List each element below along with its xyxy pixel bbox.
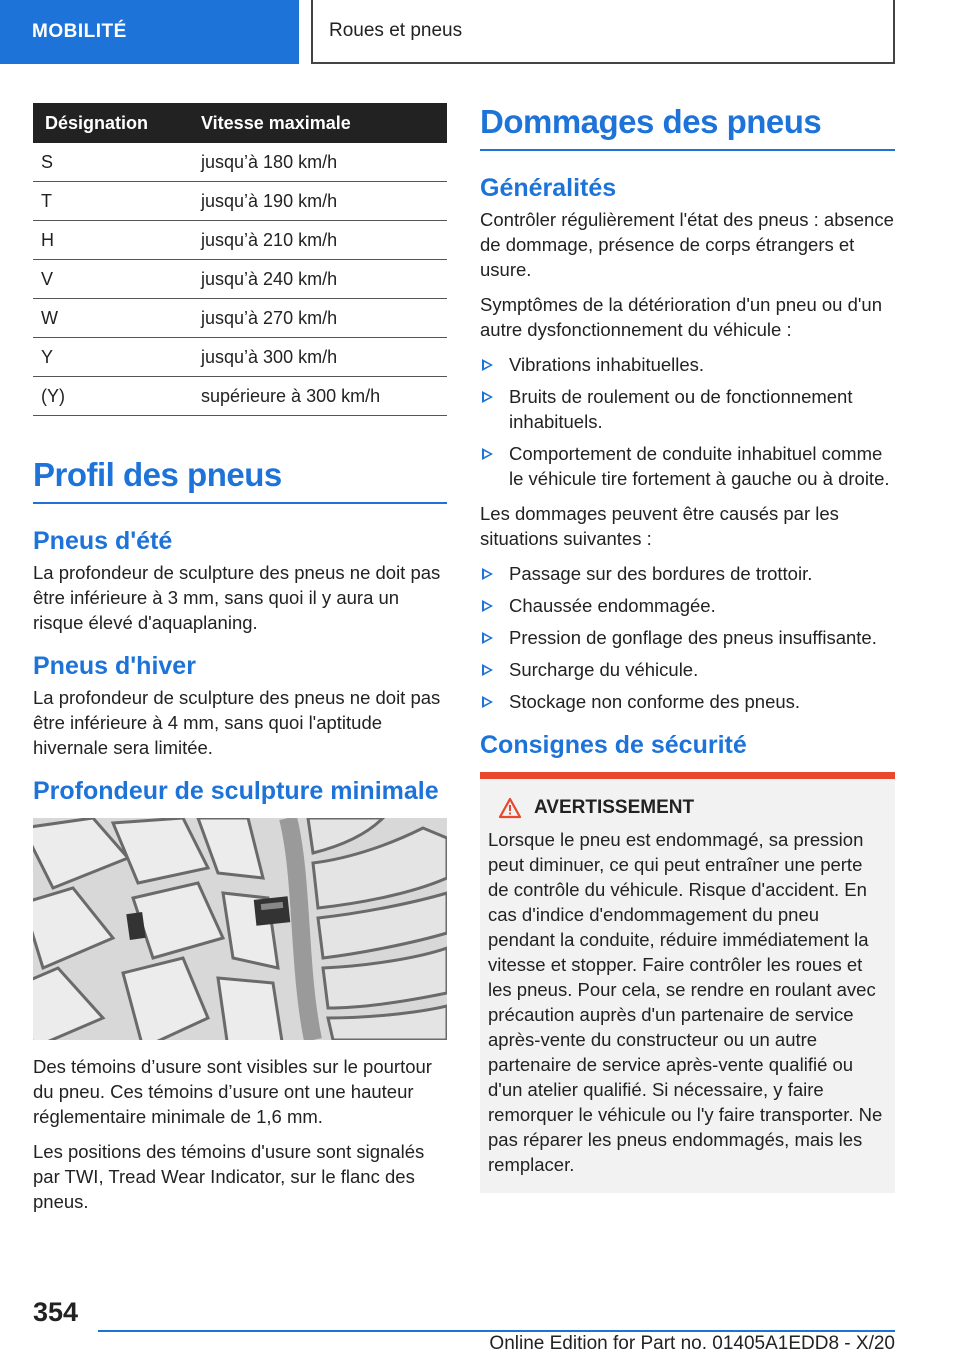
topic-title: Roues et pneus xyxy=(329,20,463,41)
subheading-safety-instructions: Consignes de sécurité xyxy=(480,731,747,759)
warning-header xyxy=(498,797,887,819)
list-item xyxy=(480,384,895,434)
subheading-general: Généralités xyxy=(480,174,617,202)
bullet-triangle-icon xyxy=(482,448,493,460)
list-item xyxy=(480,352,895,377)
section-heading-tire-damage: Dommages des pneus xyxy=(480,103,895,151)
general-text-1: Contrôler régulièrement l'état des pneus : absence de dommage, présence de corps étrangers et usure. xyxy=(480,209,894,280)
section-title: MOBILITÉ xyxy=(32,21,127,42)
list-item-text: Passage sur des bordures de trottoir. xyxy=(509,563,813,584)
list-item-text: Comportement de conduite inhabituel comme le véhicule tire fortement à gauche ou à droite. xyxy=(509,443,890,489)
warning-title: AVERTISSEMENT xyxy=(534,797,695,818)
tread-wear-indicator-text-2: Les positions des témoins d'usure sont signalés par TWI, Tread Wear Indicator, sur le flanc des pneus. xyxy=(33,1141,425,1212)
speed-cell: jusqu’à 270 km/h xyxy=(201,299,447,338)
tread-wear-indicator-text-1: Des témoins d’usure sont visibles sur le pourtour du pneu. Ces témoins d’usure ont une hauteur réglementaire minimale de 1,6 mm. xyxy=(33,1056,432,1127)
general-text-2: Symptômes de la détérioration d'un pneu ou d'un autre dysfonctionnement du véhicule : xyxy=(480,294,882,340)
table-row xyxy=(33,338,447,377)
bullet-triangle-icon xyxy=(482,568,493,580)
bullet-triangle-icon xyxy=(482,632,493,644)
table-row xyxy=(33,221,447,260)
speed-cell: jusqu’à 180 km/h xyxy=(201,143,447,182)
bullet-triangle-icon xyxy=(482,391,493,403)
footer-edition-text: Online Edition for Part no. 01405A1EDD8 - X/20 xyxy=(489,1333,895,1354)
winter-tires-text: La profondeur de sculpture des pneus ne doit pas être inférieure à 4 mm, sans quoi l'aptitude hivernale sera limitée. xyxy=(33,687,441,758)
list-item xyxy=(480,657,895,682)
speed-cell: jusqu’à 300 km/h xyxy=(201,338,447,377)
speed-cell: jusqu’à 240 km/h xyxy=(201,260,447,299)
list-item-text: Chaussée endommagée. xyxy=(509,595,716,616)
tire-tread-wear-indicator-illustration xyxy=(33,818,447,1040)
section-heading-tire-profile: Profil des pneus xyxy=(33,456,447,504)
causes-intro-text: Les dommages peuvent être causés par les situations suivantes : xyxy=(480,503,839,549)
speed-cell: jusqu’à 190 km/h xyxy=(201,182,447,221)
designation-cell: V xyxy=(33,260,201,299)
designation-cell: H xyxy=(33,221,201,260)
designation-cell: Y xyxy=(33,338,201,377)
footer-divider xyxy=(98,1330,895,1332)
list-item-text: Pression de gonflage des pneus insuffisante. xyxy=(509,627,877,648)
table-row xyxy=(33,260,447,299)
symptoms-list xyxy=(480,352,895,491)
designation-cell: T xyxy=(33,182,201,221)
table-header-row xyxy=(33,103,447,143)
list-item xyxy=(480,561,895,586)
table-row xyxy=(33,182,447,221)
column-header: Désignation xyxy=(33,103,201,143)
speed-cell: jusqu’à 210 km/h xyxy=(201,221,447,260)
table-row xyxy=(33,143,447,182)
page-number: 354 xyxy=(33,1297,79,1327)
table-row xyxy=(33,377,447,416)
designation-cell: (Y) xyxy=(33,377,201,416)
subheading-summer-tires: Pneus d'été xyxy=(33,527,173,555)
list-item xyxy=(480,593,895,618)
speed-rating-table xyxy=(33,103,447,416)
warning-text: Lorsque le pneu est endommagé, sa pression peut diminuer, ce qui peut entraîner une perte de contrôle du véhicule. Risque d'accident. En cas d'indice d'endommagement du pneu pendant la conduite, réduire immédiatement la vitesse et stopper. Faire contrôler les roues et les pneus. Pour cela, se rendre en roulant avec précaution auprès d'un partenaire de service après-vente du constructeur ou un autre partenaire de service après-vente qualifié ou d'un atelier qualifié. Si nécessaire, y faire remorquer le véhicule ou l'y faire transporter. Ne pas réparer les pneus endommagés, mais les remplacer. xyxy=(488,829,883,1175)
bullet-triangle-icon xyxy=(482,359,493,371)
topic-header xyxy=(311,0,895,64)
left-column xyxy=(33,103,447,1224)
designation-cell: S xyxy=(33,143,201,182)
bullet-triangle-icon xyxy=(482,600,493,612)
right-column xyxy=(480,103,895,1193)
list-item-text: Bruits de roulement ou de fonctionnement inhabituels. xyxy=(509,386,853,432)
column-header: Vitesse maximale xyxy=(201,103,447,143)
list-item xyxy=(480,625,895,650)
list-item-text: Surcharge du véhicule. xyxy=(509,659,699,680)
subheading-winter-tires: Pneus d'hiver xyxy=(33,652,196,680)
list-item xyxy=(480,689,895,714)
bullet-triangle-icon xyxy=(482,696,493,708)
list-item xyxy=(480,441,895,491)
section-header xyxy=(0,0,299,64)
subheading-minimum-tread-depth: Profondeur de sculpture minimale xyxy=(33,777,439,805)
table-row xyxy=(33,299,447,338)
warning-box xyxy=(480,772,895,1193)
causes-list xyxy=(480,561,895,714)
bullet-triangle-icon xyxy=(482,664,493,676)
summer-tires-text: La profondeur de sculpture des pneus ne doit pas être inférieure à 3 mm, sans quoi il y aura un risque élevé d'aquaplaning. xyxy=(33,562,441,633)
designation-cell: W xyxy=(33,299,201,338)
list-item-text: Stockage non conforme des pneus. xyxy=(509,691,801,712)
speed-cell: supérieure à 300 km/h xyxy=(201,377,447,416)
list-item-text: Vibrations inhabituelles. xyxy=(509,354,705,375)
warning-triangle-icon xyxy=(498,797,522,819)
